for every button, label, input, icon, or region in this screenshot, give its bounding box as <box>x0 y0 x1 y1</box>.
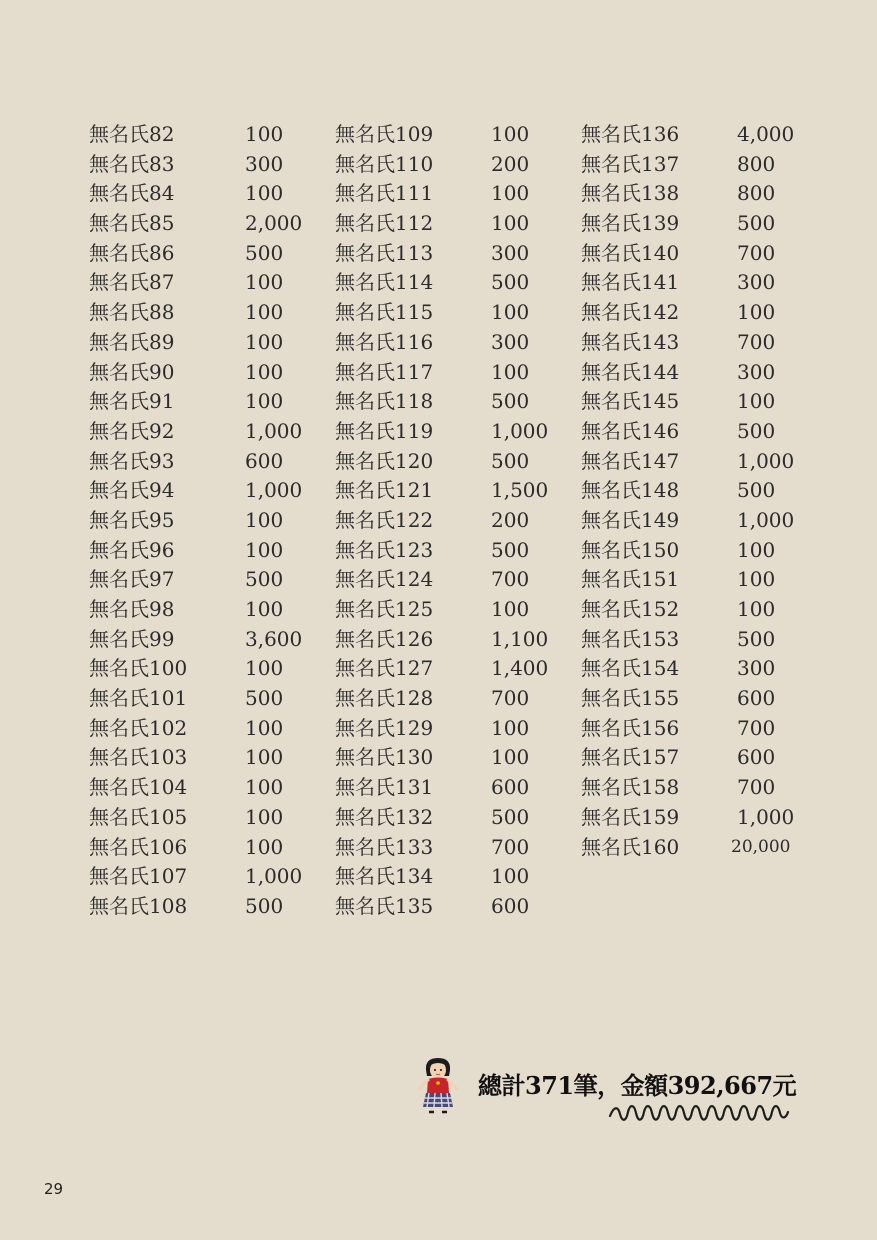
donor-name: 無名氏107 <box>89 864 188 889</box>
donor-name: 無名氏128 <box>335 686 434 711</box>
donor-row <box>89 209 335 239</box>
donor-name: 無名氏87 <box>89 270 175 295</box>
donor-name: 無名氏111 <box>335 181 434 206</box>
donor-row <box>581 209 827 239</box>
donor-amount: 500 <box>491 389 530 414</box>
donor-name: 無名氏142 <box>581 300 680 325</box>
donor-name: 無名氏88 <box>89 300 175 325</box>
donor-row <box>89 328 335 358</box>
donor-name: 無名氏121 <box>335 478 434 503</box>
donor-name: 無名氏120 <box>335 448 434 473</box>
donor-row <box>89 298 335 328</box>
donor-name: 無名氏160 <box>581 834 680 859</box>
donor-row <box>581 714 827 744</box>
donor-name: 無名氏147 <box>581 448 680 473</box>
donor-name: 無名氏133 <box>335 834 434 859</box>
donor-row <box>89 773 335 803</box>
donor-name: 無名氏93 <box>89 448 175 473</box>
donor-amount: 100 <box>245 300 284 325</box>
donor-name: 無名氏85 <box>89 211 175 236</box>
donor-row <box>335 892 581 922</box>
donor-row <box>581 803 827 833</box>
donor-name: 無名氏156 <box>581 715 680 740</box>
donor-amount: 500 <box>245 240 284 265</box>
donor-amount: 300 <box>245 151 284 176</box>
donor-row <box>581 476 827 506</box>
donor-row <box>581 120 827 150</box>
donor-name: 無名氏146 <box>581 418 680 443</box>
donor-name: 無名氏143 <box>581 329 680 354</box>
donor-amount: 1,100 <box>491 626 549 651</box>
donor-row <box>89 506 335 536</box>
donor-amount: 500 <box>737 211 776 236</box>
donor-name: 無名氏92 <box>89 418 175 443</box>
donor-amount: 1,000 <box>245 864 303 889</box>
donor-name: 無名氏90 <box>89 359 175 384</box>
donor-row <box>581 387 827 417</box>
donor-row <box>335 506 581 536</box>
donor-name: 無名氏129 <box>335 715 434 740</box>
donor-name: 無名氏116 <box>335 329 434 354</box>
donor-name: 無名氏155 <box>581 686 680 711</box>
donor-row <box>335 684 581 714</box>
donor-amount: 100 <box>245 122 284 146</box>
donor-amount: 1,000 <box>737 507 795 532</box>
donor-row <box>581 417 827 447</box>
donor-row <box>89 536 335 566</box>
donor-row <box>89 862 335 892</box>
donor-name: 無名氏98 <box>89 597 175 621</box>
donor-amount: 2,000 <box>245 211 303 236</box>
donor-row <box>89 358 335 388</box>
donor-amount: 100 <box>491 300 530 325</box>
donor-row <box>89 714 335 744</box>
squiggle-underline <box>608 1102 790 1124</box>
donor-amount: 700 <box>491 686 530 711</box>
donor-name: 無名氏83 <box>89 151 175 176</box>
donor-amount: 20,000 <box>731 836 791 857</box>
donor-amount: 300 <box>737 270 776 295</box>
donor-name: 無名氏134 <box>335 864 434 889</box>
donor-amount: 100 <box>491 359 530 384</box>
donor-amount: 100 <box>245 329 284 354</box>
donor-row <box>89 387 335 417</box>
donation-total: 總計371筆，金額392,667元 <box>478 1071 797 1100</box>
donor-name: 無名氏112 <box>335 211 434 236</box>
donor-amount: 500 <box>737 478 776 503</box>
donor-row <box>335 120 581 150</box>
donor-amount: 3,600 <box>245 626 303 651</box>
donor-name: 無名氏144 <box>581 359 680 384</box>
donor-amount: 100 <box>737 537 776 562</box>
donor-row <box>89 268 335 298</box>
donor-row <box>581 328 827 358</box>
donor-name: 無名氏126 <box>335 626 434 651</box>
donor-name: 無名氏127 <box>335 656 434 681</box>
donor-amount: 100 <box>245 715 284 740</box>
donor-name: 無名氏86 <box>89 240 175 265</box>
donor-row <box>335 536 581 566</box>
donor-name: 無名氏145 <box>581 389 680 414</box>
donor-name: 無名氏150 <box>581 537 680 562</box>
donor-row <box>581 268 827 298</box>
donor-amount: 100 <box>491 211 530 236</box>
donor-amount: 500 <box>491 448 530 473</box>
donor-name: 無名氏130 <box>335 745 434 770</box>
donor-name: 無名氏151 <box>581 567 680 592</box>
donor-row <box>89 417 335 447</box>
donor-amount: 500 <box>737 626 776 651</box>
donor-name: 無名氏94 <box>89 478 175 503</box>
donor-amount: 100 <box>737 389 776 414</box>
donor-column <box>89 120 335 922</box>
donor-name: 無名氏101 <box>89 686 188 711</box>
donor-row <box>581 684 827 714</box>
donor-row <box>335 150 581 180</box>
donor-amount: 1,000 <box>737 448 795 473</box>
donor-name: 無名氏117 <box>335 359 434 384</box>
donor-row <box>89 625 335 655</box>
donor-amount: 700 <box>737 329 776 354</box>
donor-row <box>335 298 581 328</box>
donor-name: 無名氏99 <box>89 626 175 651</box>
donor-amount: 100 <box>491 122 530 146</box>
donor-name: 無名氏140 <box>581 240 680 265</box>
donor-row <box>581 447 827 477</box>
donor-amount: 100 <box>245 270 284 295</box>
donor-amount: 100 <box>245 181 284 206</box>
donor-row <box>335 209 581 239</box>
donor-row <box>89 120 335 150</box>
donor-amount: 700 <box>491 834 530 859</box>
donor-row <box>335 862 581 892</box>
donor-row <box>89 565 335 595</box>
donor-name: 無名氏106 <box>89 834 188 859</box>
donor-row <box>89 833 335 863</box>
donor-row <box>335 179 581 209</box>
donor-name: 無名氏108 <box>89 893 188 918</box>
donor-row <box>335 565 581 595</box>
donor-amount: 100 <box>245 537 284 562</box>
donor-amount: 1,400 <box>491 656 549 681</box>
donor-name: 無名氏104 <box>89 775 188 800</box>
donor-name: 無名氏158 <box>581 775 680 800</box>
donor-amount: 1,000 <box>737 804 795 829</box>
donor-amount: 600 <box>491 775 530 800</box>
donor-amount: 200 <box>491 151 530 176</box>
donor-row <box>581 773 827 803</box>
donor-row <box>89 803 335 833</box>
donor-row <box>335 328 581 358</box>
donor-row <box>335 803 581 833</box>
donor-name: 無名氏102 <box>89 715 188 740</box>
donor-row <box>335 714 581 744</box>
donor-name: 無名氏114 <box>335 270 434 295</box>
donor-name: 無名氏136 <box>581 122 680 146</box>
donor-row <box>335 476 581 506</box>
donor-row <box>335 239 581 269</box>
donor-amount: 800 <box>737 181 776 206</box>
donor-amount: 700 <box>737 240 776 265</box>
donor-row <box>335 833 581 863</box>
donor-row <box>335 743 581 773</box>
donor-amount: 100 <box>245 597 284 621</box>
donor-amount: 500 <box>245 893 284 918</box>
donor-name: 無名氏96 <box>89 537 175 562</box>
donor-amount: 100 <box>245 389 284 414</box>
donor-amount: 800 <box>737 151 776 176</box>
donor-row <box>89 595 335 625</box>
donor-row <box>335 447 581 477</box>
donor-amount: 300 <box>491 240 530 265</box>
donor-row <box>581 743 827 773</box>
donor-amount: 1,000 <box>245 478 303 503</box>
donor-row <box>581 565 827 595</box>
donor-amount: 100 <box>245 359 284 384</box>
donor-row <box>581 239 827 269</box>
donor-name: 無名氏157 <box>581 745 680 770</box>
donor-row <box>335 268 581 298</box>
donor-row <box>89 743 335 773</box>
donor-amount: 300 <box>491 329 530 354</box>
girl-figure-icon <box>416 1056 460 1114</box>
donor-amount: 1,000 <box>491 418 549 443</box>
donor-row <box>335 625 581 655</box>
donor-amount: 4,000 <box>737 122 795 146</box>
donor-row <box>89 654 335 684</box>
donor-name: 無名氏132 <box>335 804 434 829</box>
donor-name: 無名氏100 <box>89 656 188 681</box>
donor-row <box>581 833 827 863</box>
donor-name: 無名氏109 <box>335 122 434 146</box>
donor-row <box>89 476 335 506</box>
donor-name: 無名氏141 <box>581 270 680 295</box>
donor-row <box>89 239 335 269</box>
donor-row <box>335 358 581 388</box>
donor-amount: 500 <box>491 804 530 829</box>
donor-row <box>89 179 335 209</box>
donor-amount: 100 <box>245 834 284 859</box>
donor-row <box>89 684 335 714</box>
donor-name: 無名氏91 <box>89 389 175 414</box>
donor-row <box>89 150 335 180</box>
donor-row <box>581 506 827 536</box>
donor-amount: 300 <box>737 656 776 681</box>
donor-row <box>335 595 581 625</box>
donor-amount: 1,500 <box>491 478 549 503</box>
donor-row <box>581 179 827 209</box>
donor-row <box>335 417 581 447</box>
donor-name: 無名氏84 <box>89 181 175 206</box>
donor-amount: 700 <box>737 775 776 800</box>
donor-amount: 600 <box>491 893 530 918</box>
donor-row <box>581 595 827 625</box>
donor-amount: 100 <box>491 597 530 621</box>
donor-amount: 500 <box>245 567 284 592</box>
donor-name: 無名氏115 <box>335 300 434 325</box>
donor-row <box>581 298 827 328</box>
donor-name: 無名氏138 <box>581 181 680 206</box>
donor-amount: 100 <box>491 864 530 889</box>
donor-amount: 500 <box>491 537 530 562</box>
donor-name: 無名氏125 <box>335 597 434 621</box>
donor-amount: 100 <box>245 507 284 532</box>
donor-amount: 100 <box>737 567 776 592</box>
donor-row <box>335 387 581 417</box>
donor-name: 無名氏139 <box>581 211 680 236</box>
donor-name: 無名氏131 <box>335 775 434 800</box>
donor-name: 無名氏105 <box>89 804 188 829</box>
donor-name: 無名氏154 <box>581 656 680 681</box>
donor-amount: 100 <box>245 804 284 829</box>
donor-amount: 600 <box>737 686 776 711</box>
donor-amount: 100 <box>245 745 284 770</box>
donor-name: 無名氏159 <box>581 804 680 829</box>
donor-amount: 300 <box>737 359 776 384</box>
donor-column <box>335 120 581 922</box>
donor-name: 無名氏119 <box>335 418 434 443</box>
donor-row <box>335 654 581 684</box>
donor-row <box>581 150 827 180</box>
donor-amount: 100 <box>737 597 776 621</box>
donor-amount: 100 <box>491 715 530 740</box>
donor-name: 無名氏153 <box>581 626 680 651</box>
donor-amount: 100 <box>737 300 776 325</box>
donor-amount: 100 <box>491 745 530 770</box>
donor-list <box>89 120 827 922</box>
donor-name: 無名氏152 <box>581 597 680 621</box>
donor-name: 無名氏97 <box>89 567 175 592</box>
donor-row <box>581 625 827 655</box>
donor-name: 無名氏137 <box>581 151 680 176</box>
donor-amount: 500 <box>245 686 284 711</box>
donor-amount: 700 <box>737 715 776 740</box>
donor-amount: 100 <box>491 181 530 206</box>
donor-amount: 500 <box>737 418 776 443</box>
donor-amount: 1,000 <box>245 418 303 443</box>
donor-name: 無名氏124 <box>335 567 434 592</box>
donor-name: 無名氏135 <box>335 893 434 918</box>
donor-row <box>581 654 827 684</box>
donor-amount: 500 <box>491 270 530 295</box>
donor-name: 無名氏118 <box>335 389 434 414</box>
donor-name: 無名氏103 <box>89 745 188 770</box>
donor-name: 無名氏148 <box>581 478 680 503</box>
donor-row <box>89 892 335 922</box>
donor-column <box>581 120 827 922</box>
donor-amount: 600 <box>245 448 284 473</box>
donation-summary <box>416 1060 796 1130</box>
donor-row <box>335 773 581 803</box>
donor-amount: 200 <box>491 507 530 532</box>
donor-name: 無名氏123 <box>335 537 434 562</box>
donor-name: 無名氏113 <box>335 240 434 265</box>
donor-row <box>89 447 335 477</box>
donor-amount: 600 <box>737 745 776 770</box>
donor-name: 無名氏89 <box>89 329 175 354</box>
donor-name: 無名氏122 <box>335 507 434 532</box>
donor-name: 無名氏95 <box>89 507 175 532</box>
donor-name: 無名氏82 <box>89 122 175 146</box>
donor-name: 無名氏110 <box>335 151 434 176</box>
donor-row <box>581 358 827 388</box>
donor-row <box>581 536 827 566</box>
donor-name: 無名氏149 <box>581 507 680 532</box>
donor-amount: 700 <box>491 567 530 592</box>
donor-amount: 100 <box>245 775 284 800</box>
donor-amount: 100 <box>245 656 284 681</box>
page-number: 29 <box>44 1180 64 1198</box>
